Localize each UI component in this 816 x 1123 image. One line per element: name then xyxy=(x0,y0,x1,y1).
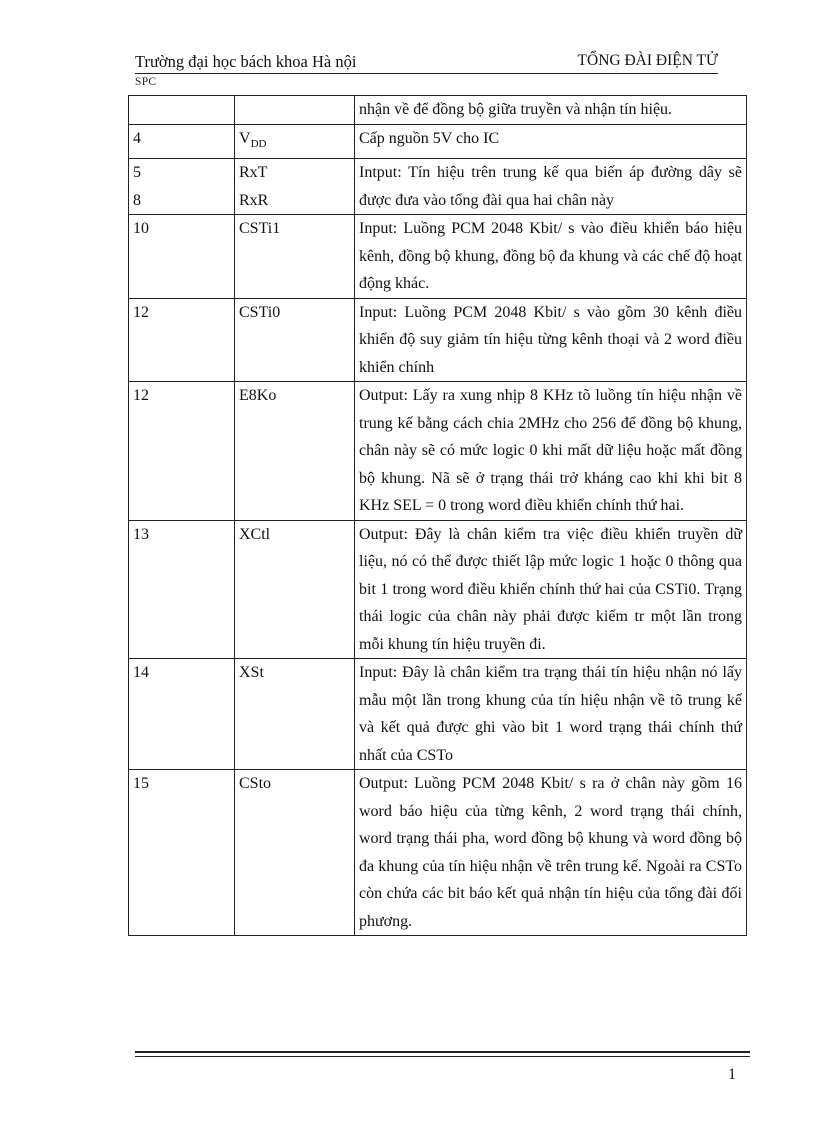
pin-name: E8Ko xyxy=(235,382,355,521)
table-row xyxy=(129,659,747,770)
pin-name: CSTi1 xyxy=(235,215,355,299)
pin-name xyxy=(235,96,355,125)
page-number: 1 xyxy=(728,1066,736,1083)
pin-number: 4 xyxy=(129,124,235,159)
table-row xyxy=(129,215,747,299)
pin-number: 15 xyxy=(129,770,235,936)
pin-name: CSTi0 xyxy=(235,298,355,382)
pin-number xyxy=(129,96,235,125)
table-row xyxy=(129,124,747,159)
header-course-title: TỔNG ĐÀI ĐIỆN TỬ xyxy=(577,52,718,69)
table-row xyxy=(129,770,747,936)
pin-name-main: V xyxy=(239,129,251,147)
pin-name xyxy=(235,159,355,215)
pin-description: Input: Luồng PCM 2048 Kbit/ s vào gồm 30 kênh điều khiển độ suy giảm tín hiệu từng kênh thoại và 2 word điều khiển chính xyxy=(355,298,747,382)
pin-number: 12 xyxy=(129,298,235,382)
pin-number: 12 xyxy=(129,382,235,521)
header-institution: Trường đại học bách khoa Hà nội xyxy=(135,52,357,71)
table-row xyxy=(129,382,747,521)
pin-number xyxy=(129,159,235,215)
table-row xyxy=(129,520,747,659)
header-rule xyxy=(135,73,718,74)
pin-description: Input: Đây là chân kiểm tra trạng thái tín hiệu nhận nó lấy mẫu một lần trong khung của tín hiệu nhận về tõ trung kế và kết quả được ghi vào bit 1 word trạng thái chính thứ nhất của CSTo xyxy=(355,659,747,770)
pin-number: 10 xyxy=(129,215,235,299)
pin-number-line: 8 xyxy=(133,191,141,209)
pin-name xyxy=(235,124,355,159)
header-sub-tag: SPC xyxy=(135,76,157,88)
pin-name-line: RxR xyxy=(239,191,269,209)
pin-description-table xyxy=(128,95,747,936)
pin-name: CSto xyxy=(235,770,355,936)
pin-description: Input: Luồng PCM 2048 Kbit/ s vào điều khiển báo hiệu kênh, đồng bộ khung, đồng bộ đa khung và các chế độ hoạt động khác. xyxy=(355,215,747,299)
table-row xyxy=(129,298,747,382)
pin-name: XCtl xyxy=(235,520,355,659)
pin-name: XSt xyxy=(235,659,355,770)
pin-number: 14 xyxy=(129,659,235,770)
pin-name-line: RxT xyxy=(239,164,268,182)
pin-description: Cấp nguồn 5V cho IC xyxy=(355,124,747,159)
pin-description: Intput: Tín hiệu trên trung kế qua biến áp đường dây sẽ được đưa vào tổng đài qua hai chân này xyxy=(355,159,747,215)
table-row xyxy=(129,96,747,125)
table-row xyxy=(129,159,747,215)
footer-rule-thin xyxy=(135,1056,750,1057)
pin-description: Output: Luồng PCM 2048 Kbit/ s ra ở chân này gồm 16 word báo hiệu của từng kênh, 2 word trạng thái chính, word trạng thái pha, word đồng bộ khung và word đồng bộ đa khung của tín hiệu nhận về trên trung kế. Ngoài ra CSTo còn chứa các bit báo kết quả nhận tín hiệu của tổng đài đối phương. xyxy=(355,770,747,936)
pin-description: nhận về để đồng bộ giữa truyền và nhận tín hiệu. xyxy=(355,96,747,125)
pin-number: 13 xyxy=(129,520,235,659)
footer-rule-thick xyxy=(135,1051,750,1053)
pin-description: Output: Lấy ra xung nhịp 8 KHz tõ luồng tín hiệu nhận về trung kế bằng cách chia 2MHz cho 256 để đồng bộ khung, chân này sẽ có mức logic 0 khi mất dữ liệu hoặc mất đồng bộ khung. Nã sẽ ở trạng thái trở kháng cao khi khi bit 8 KHz SEL = 0 trong word điều khiển chính thứ hai. xyxy=(355,382,747,521)
pin-number-line: 5 xyxy=(133,164,141,182)
pin-name-subscript: DD xyxy=(250,137,267,150)
page-header xyxy=(135,52,718,78)
pin-description: Output: Đây là chân kiểm tra việc điều khiển truyền dữ liệu, nó có thể được thiết lập mức logic 1 hoặc 0 thông qua bit 1 trong word điều khiển chính thứ hai của CSTi0. Trạng thái logic của chân này phải được kiểm tr một lần trong mỗi khung tín hiệu truyền đi. xyxy=(355,520,747,659)
